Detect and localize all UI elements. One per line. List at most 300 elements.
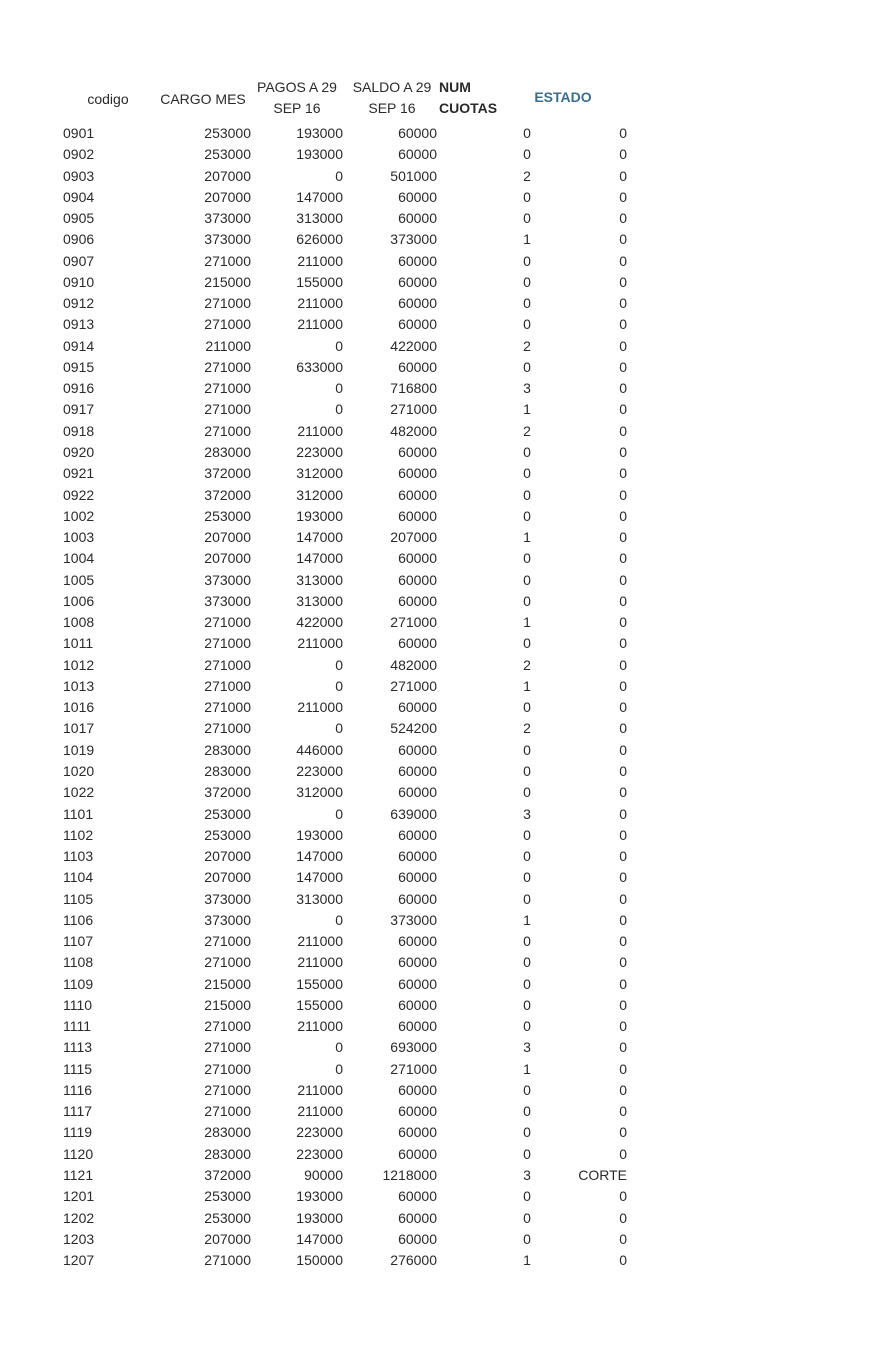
num-cuotas-cell: 2 (523, 422, 531, 439)
cargo-mes-cell: 373000 (204, 592, 251, 609)
saldo-cell: 422000 (390, 337, 437, 354)
estado-cell: 0 (619, 1124, 627, 1141)
num-cuotas-cell: 0 (523, 1103, 531, 1120)
saldo-cell: 60000 (398, 635, 437, 652)
cargo-mes-cell: 271000 (204, 401, 251, 418)
table-row (0, 399, 886, 420)
table-row (0, 548, 886, 569)
pagos-cell: 0 (335, 805, 343, 822)
cargo-mes-cell: 271000 (204, 1103, 251, 1120)
cargo-mes-cell: 271000 (204, 358, 251, 375)
saldo-cell: 60000 (398, 295, 437, 312)
estado-cell: 0 (619, 316, 627, 333)
saldo-cell: 60000 (398, 762, 437, 779)
estado-cell: CORTE (578, 1167, 627, 1184)
pagos-cell: 313000 (296, 592, 343, 609)
saldo-cell: 60000 (398, 975, 437, 992)
codigo-cell: 1006 (63, 592, 95, 609)
codigo-cell: 0917 (63, 401, 95, 418)
saldo-cell: 716800 (390, 380, 437, 397)
cargo-mes-cell: 372000 (204, 486, 251, 503)
cargo-mes-cell: 373000 (204, 231, 251, 248)
table-row (0, 612, 886, 633)
pagos-cell: 211000 (297, 1103, 343, 1120)
pagos-cell: 312000 (296, 486, 343, 503)
table-row (0, 229, 886, 250)
codigo-cell: 1020 (63, 762, 95, 779)
codigo-cell: 1002 (63, 507, 95, 524)
pagos-cell: 0 (335, 401, 343, 418)
cargo-mes-cell: 271000 (204, 380, 251, 397)
pagos-cell: 211000 (297, 1081, 343, 1098)
num-cuotas-cell: 0 (523, 699, 531, 716)
num-cuotas-cell: 1 (523, 911, 531, 928)
table-row (0, 867, 886, 888)
cargo-mes-cell: 372000 (204, 1167, 251, 1184)
cargo-mes-cell: 271000 (204, 1081, 251, 1098)
saldo-cell: 60000 (398, 125, 437, 141)
num-cuotas-cell: 0 (523, 316, 531, 333)
codigo-cell: 1101 (63, 805, 94, 822)
header-num-line2: CUOTAS (439, 100, 498, 116)
pagos-cell: 0 (335, 1039, 343, 1056)
codigo-cell: 1019 (63, 741, 95, 758)
num-cuotas-cell: 3 (523, 1039, 531, 1056)
table-row (0, 931, 886, 952)
saldo-cell: 60000 (398, 486, 437, 503)
header-pagos-line2: SEP 16 (273, 100, 321, 116)
pagos-cell: 90000 (304, 1167, 343, 1184)
header-codigo-label: codigo (87, 91, 129, 107)
pagos-cell: 422000 (296, 614, 343, 631)
table-row (0, 463, 886, 484)
pagos-cell: 446000 (296, 741, 343, 758)
cargo-mes-cell: 253000 (204, 146, 251, 163)
estado-cell: 0 (619, 954, 627, 971)
codigo-cell: 0906 (63, 231, 95, 248)
pagos-cell: 155000 (296, 273, 343, 290)
codigo-cell: 1116 (63, 1081, 93, 1098)
estado-cell: 0 (619, 167, 627, 184)
estado-cell: 0 (619, 1209, 627, 1226)
codigo-cell: 1113 (63, 1039, 93, 1056)
table-row (0, 485, 886, 506)
saldo-cell: 373000 (390, 911, 437, 928)
estado-cell: 0 (619, 975, 627, 992)
estado-cell: 0 (619, 486, 627, 503)
table-row (0, 314, 886, 335)
cargo-mes-cell: 373000 (204, 571, 251, 588)
estado-cell: 0 (619, 550, 627, 567)
table-row (0, 123, 886, 144)
estado-cell: 0 (619, 677, 627, 694)
codigo-cell: 1207 (63, 1252, 95, 1269)
num-cuotas-cell: 0 (523, 188, 531, 205)
table-row (0, 208, 886, 229)
num-cuotas-cell: 0 (523, 1230, 531, 1247)
num-cuotas-cell: 0 (523, 273, 531, 290)
estado-cell: 0 (619, 762, 627, 779)
estado-cell: 0 (619, 146, 627, 163)
header-saldo (346, 77, 438, 119)
cargo-mes-cell: 207000 (204, 869, 251, 886)
estado-cell: 0 (619, 1018, 627, 1035)
estado-cell: 0 (619, 826, 627, 843)
codigo-cell: 1022 (63, 784, 95, 801)
estado-cell: 0 (619, 1039, 627, 1056)
cargo-mes-cell: 283000 (204, 1145, 251, 1162)
saldo-cell: 60000 (398, 848, 437, 865)
cargo-mes-cell: 271000 (204, 933, 251, 950)
saldo-cell: 60000 (398, 188, 437, 205)
saldo-cell: 60000 (398, 210, 437, 227)
pagos-cell: 147000 (296, 1230, 343, 1247)
pagos-cell: 193000 (296, 125, 343, 141)
pagos-cell: 211000 (297, 252, 343, 269)
codigo-cell: 1005 (63, 571, 95, 588)
codigo-cell: 1107 (63, 933, 94, 950)
num-cuotas-cell: 0 (523, 358, 531, 375)
cargo-mes-cell: 271000 (204, 614, 251, 631)
pagos-cell: 0 (335, 677, 343, 694)
table-row (0, 421, 886, 442)
saldo-cell: 271000 (390, 677, 437, 694)
saldo-cell: 639000 (390, 805, 437, 822)
saldo-cell: 60000 (398, 507, 437, 524)
estado-cell: 0 (619, 1081, 627, 1098)
table-row (0, 166, 886, 187)
num-cuotas-cell: 1 (523, 401, 531, 418)
saldo-cell: 60000 (398, 1145, 437, 1162)
pagos-cell: 313000 (296, 571, 343, 588)
pagos-cell: 147000 (296, 550, 343, 567)
estado-cell: 0 (619, 443, 627, 460)
cargo-mes-cell: 215000 (204, 975, 251, 992)
cargo-mes-cell: 215000 (204, 996, 251, 1013)
codigo-cell: 1202 (63, 1209, 95, 1226)
codigo-cell: 1011 (63, 635, 94, 652)
estado-cell: 0 (619, 358, 627, 375)
codigo-cell: 1203 (63, 1230, 95, 1247)
table-row (0, 995, 886, 1016)
saldo-cell: 271000 (390, 614, 437, 631)
codigo-cell: 1104 (63, 869, 94, 886)
table-row (0, 1250, 886, 1271)
num-cuotas-cell: 0 (523, 550, 531, 567)
codigo-cell: 1017 (63, 720, 95, 737)
saldo-cell: 60000 (398, 741, 437, 758)
table-row (0, 676, 886, 697)
cargo-mes-cell: 207000 (204, 188, 251, 205)
cargo-mes-cell: 207000 (204, 550, 251, 567)
saldo-cell: 60000 (398, 273, 437, 290)
num-cuotas-cell: 0 (523, 1188, 531, 1205)
estado-cell: 0 (619, 635, 627, 652)
estado-cell: 0 (619, 890, 627, 907)
saldo-cell: 60000 (398, 465, 437, 482)
header-codigo (80, 89, 136, 110)
estado-cell: 0 (619, 933, 627, 950)
cargo-mes-cell: 207000 (204, 167, 251, 184)
pagos-cell: 0 (335, 337, 343, 354)
saldo-cell: 60000 (398, 954, 437, 971)
estado-cell: 0 (619, 231, 627, 248)
saldo-cell: 60000 (398, 1188, 437, 1205)
pagos-cell: 0 (335, 720, 343, 737)
estado-cell: 0 (619, 125, 627, 141)
num-cuotas-cell: 0 (523, 1145, 531, 1162)
num-cuotas-cell: 0 (523, 210, 531, 227)
cargo-mes-cell: 373000 (204, 890, 251, 907)
pagos-cell: 211000 (297, 295, 343, 312)
saldo-cell: 60000 (398, 316, 437, 333)
num-cuotas-cell: 0 (523, 443, 531, 460)
num-cuotas-cell: 0 (523, 571, 531, 588)
pagos-cell: 147000 (296, 869, 343, 886)
saldo-cell: 60000 (398, 869, 437, 886)
cargo-mes-cell: 372000 (204, 465, 251, 482)
codigo-cell: 0902 (63, 146, 95, 163)
cargo-mes-cell: 207000 (204, 848, 251, 865)
estado-cell: 0 (619, 1188, 627, 1205)
codigo-cell: 0905 (63, 210, 95, 227)
num-cuotas-cell: 0 (523, 295, 531, 312)
num-cuotas-cell: 2 (523, 720, 531, 737)
table-row (0, 718, 886, 739)
estado-cell: 0 (619, 848, 627, 865)
codigo-cell: 1121 (63, 1167, 94, 1184)
num-cuotas-cell: 0 (523, 741, 531, 758)
table-row (0, 1165, 886, 1186)
cargo-mes-cell: 271000 (204, 656, 251, 673)
codigo-cell: 1120 (63, 1145, 94, 1162)
estado-cell: 0 (619, 699, 627, 716)
saldo-cell: 60000 (398, 1124, 437, 1141)
num-cuotas-cell: 0 (523, 954, 531, 971)
cargo-mes-cell: 211000 (205, 337, 251, 354)
pagos-cell: 147000 (296, 188, 343, 205)
pagos-cell: 0 (335, 656, 343, 673)
codigo-cell: 0918 (63, 422, 95, 439)
saldo-cell: 60000 (398, 1081, 437, 1098)
num-cuotas-cell: 0 (523, 996, 531, 1013)
table-row (0, 1122, 886, 1143)
cargo-mes-cell: 271000 (204, 252, 251, 269)
num-cuotas-cell: 0 (523, 252, 531, 269)
cargo-mes-cell: 283000 (204, 741, 251, 758)
num-cuotas-cell: 0 (523, 1209, 531, 1226)
table-row (0, 1229, 886, 1250)
table-row (0, 1016, 886, 1037)
table-row (0, 187, 886, 208)
num-cuotas-cell: 0 (523, 975, 531, 992)
pagos-cell: 147000 (296, 529, 343, 546)
saldo-cell: 373000 (390, 231, 437, 248)
table-row (0, 378, 886, 399)
saldo-cell: 60000 (398, 592, 437, 609)
estado-cell: 0 (619, 656, 627, 673)
table-row (0, 570, 886, 591)
cargo-mes-cell: 271000 (204, 1039, 251, 1056)
saldo-cell: 524200 (390, 720, 437, 737)
cargo-mes-cell: 207000 (204, 529, 251, 546)
pagos-cell: 193000 (296, 507, 343, 524)
codigo-cell: 0901 (63, 125, 95, 141)
num-cuotas-cell: 0 (523, 890, 531, 907)
table-row (0, 804, 886, 825)
table-row (0, 144, 886, 165)
table-row (0, 889, 886, 910)
codigo-cell: 1110 (63, 996, 93, 1013)
codigo-cell: 1106 (63, 911, 94, 928)
pagos-cell: 626000 (296, 231, 343, 248)
num-cuotas-cell: 0 (523, 1081, 531, 1098)
num-cuotas-cell: 0 (523, 933, 531, 950)
estado-cell: 0 (619, 1230, 627, 1247)
saldo-cell: 276000 (390, 1252, 437, 1269)
cargo-mes-cell: 373000 (204, 911, 251, 928)
saldo-cell: 271000 (390, 1060, 437, 1077)
codigo-cell: 1111 (63, 1018, 92, 1035)
codigo-cell: 0907 (63, 252, 95, 269)
pagos-cell: 0 (335, 911, 343, 928)
saldo-cell: 60000 (398, 146, 437, 163)
saldo-cell: 60000 (398, 699, 437, 716)
pagos-cell: 193000 (296, 826, 343, 843)
codigo-cell: 0913 (63, 316, 95, 333)
pagos-cell: 0 (335, 167, 343, 184)
codigo-cell: 1115 (63, 1060, 93, 1077)
cargo-mes-cell: 283000 (204, 1124, 251, 1141)
codigo-cell: 0915 (63, 358, 95, 375)
saldo-cell: 482000 (390, 422, 437, 439)
pagos-cell: 633000 (296, 358, 343, 375)
codigo-cell: 1013 (63, 677, 95, 694)
header-cargo-mes-label: CARGO MES (160, 91, 246, 107)
pagos-cell: 211000 (297, 933, 343, 950)
table-row (0, 952, 886, 973)
saldo-cell: 60000 (398, 1103, 437, 1120)
cargo-mes-cell: 271000 (204, 295, 251, 312)
num-cuotas-cell: 0 (523, 869, 531, 886)
saldo-cell: 60000 (398, 252, 437, 269)
table-row (0, 761, 886, 782)
saldo-cell: 271000 (390, 401, 437, 418)
num-cuotas-cell: 1 (523, 231, 531, 248)
cargo-mes-cell: 253000 (204, 805, 251, 822)
num-cuotas-cell: 0 (523, 125, 531, 141)
table-row (0, 782, 886, 803)
num-cuotas-cell: 1 (523, 1060, 531, 1077)
cargo-mes-cell: 271000 (204, 720, 251, 737)
cargo-mes-cell: 283000 (204, 443, 251, 460)
codigo-cell: 1102 (63, 826, 94, 843)
codigo-cell: 1109 (63, 975, 94, 992)
num-cuotas-cell: 0 (523, 507, 531, 524)
pagos-cell: 211000 (297, 316, 343, 333)
table-row (0, 1101, 886, 1122)
num-cuotas-cell: 3 (523, 805, 531, 822)
codigo-cell: 1201 (63, 1188, 95, 1205)
header-cargo-mes (158, 89, 248, 110)
estado-cell: 0 (619, 614, 627, 631)
table-row (0, 527, 886, 548)
table-row (0, 910, 886, 931)
num-cuotas-cell: 1 (523, 1252, 531, 1269)
pagos-cell: 313000 (296, 210, 343, 227)
saldo-cell: 60000 (398, 1209, 437, 1226)
pagos-cell: 312000 (296, 784, 343, 801)
header-saldo-line2: SEP 16 (368, 100, 416, 116)
estado-cell: 0 (619, 720, 627, 737)
codigo-cell: 1012 (63, 656, 95, 673)
pagos-cell: 0 (335, 1060, 343, 1077)
cargo-mes-cell: 271000 (204, 699, 251, 716)
pagos-cell: 211000 (297, 954, 343, 971)
header-saldo-line1: SALDO A 29 (352, 79, 432, 95)
num-cuotas-cell: 0 (523, 592, 531, 609)
pagos-cell: 223000 (296, 443, 343, 460)
table-row (0, 825, 886, 846)
estado-cell: 0 (619, 805, 627, 822)
table-row (0, 506, 886, 527)
estado-cell: 0 (619, 741, 627, 758)
table-row (0, 442, 886, 463)
estado-cell: 0 (619, 592, 627, 609)
estado-cell: 0 (619, 401, 627, 418)
codigo-cell: 1003 (63, 529, 95, 546)
pagos-cell: 193000 (296, 1209, 343, 1226)
num-cuotas-cell: 3 (523, 1167, 531, 1184)
table-row (0, 1080, 886, 1101)
saldo-cell: 60000 (398, 784, 437, 801)
pagos-cell: 223000 (296, 1124, 343, 1141)
num-cuotas-cell: 2 (523, 656, 531, 673)
pagos-cell: 150000 (296, 1252, 343, 1269)
pagos-cell: 147000 (296, 848, 343, 865)
pagos-cell: 211000 (297, 635, 343, 652)
cargo-mes-cell: 271000 (204, 1060, 251, 1077)
num-cuotas-cell: 3 (523, 380, 531, 397)
pagos-cell: 193000 (296, 1188, 343, 1205)
header-estado (528, 87, 598, 108)
saldo-cell: 60000 (398, 996, 437, 1013)
codigo-cell: 1016 (63, 699, 95, 716)
num-cuotas-cell: 0 (523, 486, 531, 503)
estado-cell: 0 (619, 571, 627, 588)
estado-cell: 0 (619, 210, 627, 227)
saldo-cell: 60000 (398, 1230, 437, 1247)
saldo-cell: 60000 (398, 933, 437, 950)
codigo-cell: 1117 (63, 1103, 93, 1120)
cargo-mes-cell: 253000 (204, 125, 251, 141)
num-cuotas-cell: 0 (523, 848, 531, 865)
cargo-mes-cell: 271000 (204, 316, 251, 333)
table-row (0, 846, 886, 867)
cargo-mes-cell: 271000 (204, 635, 251, 652)
table-row (0, 1144, 886, 1165)
table-row (0, 251, 886, 272)
estado-cell: 0 (619, 784, 627, 801)
pagos-cell: 155000 (296, 975, 343, 992)
estado-cell: 0 (619, 869, 627, 886)
pagos-cell: 312000 (296, 465, 343, 482)
pagos-cell: 223000 (296, 762, 343, 779)
codigo-cell: 0912 (63, 295, 95, 312)
estado-cell: 0 (619, 529, 627, 546)
header-pagos-line1: PAGOS A 29 (257, 79, 337, 95)
codigo-cell: 0916 (63, 380, 95, 397)
